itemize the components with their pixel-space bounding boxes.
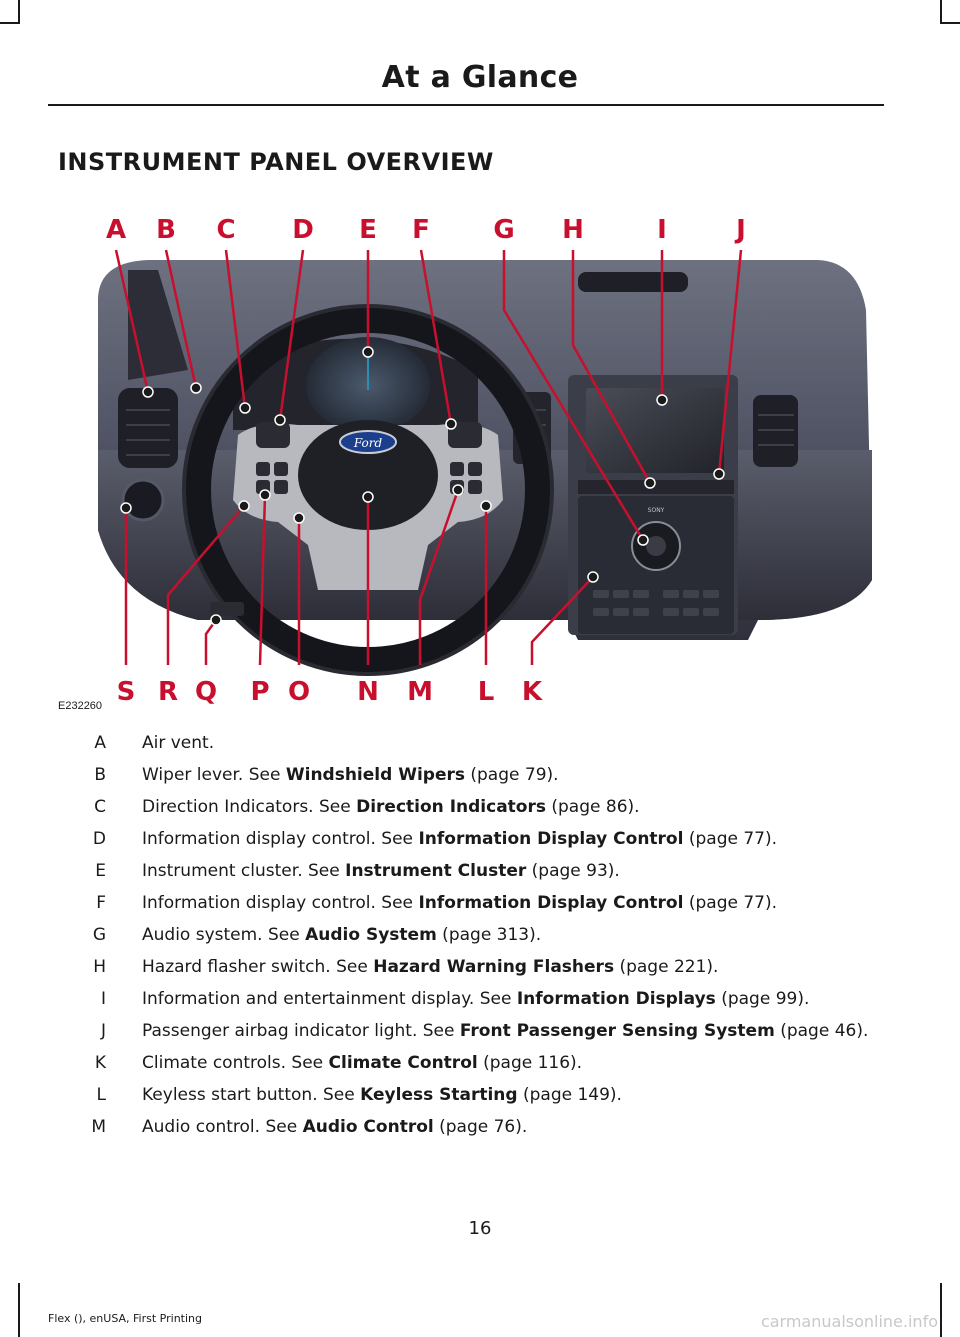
- legend-row: [58, 1084, 884, 1106]
- radio-brand: SONY: [647, 507, 665, 514]
- legend-row: [58, 828, 884, 850]
- legend-text: Keyless start button. See: [142, 1085, 361, 1105]
- callout-e: E: [359, 215, 377, 245]
- legend-ref[interactable]: Audio System: [305, 925, 437, 945]
- legend-text: Direction Indicators. See: [142, 797, 357, 817]
- legend-page: (page 99).: [715, 989, 810, 1009]
- legend-page: (page 86).: [545, 797, 640, 817]
- legend-ref[interactable]: Front Passenger Sensing System: [459, 1021, 775, 1041]
- callout-m: M: [407, 677, 433, 707]
- stack-strip: [578, 480, 734, 494]
- legend-ref[interactable]: Hazard Warning Flashers: [373, 957, 615, 977]
- callout-j: J: [736, 215, 746, 245]
- legend-letter: A: [94, 733, 106, 753]
- legend-ref[interactable]: Audio Control: [302, 1117, 434, 1137]
- legend-text: Passenger airbag indicator light. See: [142, 1021, 460, 1041]
- legend-page: (page 77).: [683, 829, 778, 849]
- legend-row: [58, 732, 884, 754]
- legend-letter: L: [96, 1085, 106, 1105]
- callout-p: P: [250, 677, 270, 707]
- legend-text: Audio control. See: [142, 1117, 303, 1137]
- callout-d: D: [292, 215, 314, 245]
- legend-ref[interactable]: Information Display Control: [418, 893, 684, 913]
- touch-screen: [586, 388, 724, 473]
- legend-text: Instrument cluster. See: [142, 861, 346, 881]
- legend-page: (page 79).: [464, 765, 559, 785]
- legend-letter: E: [95, 861, 106, 881]
- legend-list: [58, 732, 884, 1148]
- callout-c: C: [216, 215, 236, 245]
- callout-k: K: [521, 677, 543, 707]
- legend-row: [58, 924, 884, 946]
- legend-page: (page 46).: [774, 1021, 869, 1041]
- footer-text: Flex (), enUSA, First Printing: [48, 1312, 202, 1325]
- legend-letter: B: [94, 765, 106, 785]
- callout-g: G: [493, 215, 515, 245]
- legend-text: Wiper lever. See: [142, 765, 286, 785]
- legend-letter: F: [96, 893, 106, 913]
- defrost-slot: [578, 272, 688, 292]
- legend-letter: G: [92, 925, 106, 945]
- legend-page: (page 149).: [517, 1085, 622, 1105]
- callout-o: O: [287, 677, 311, 707]
- legend-row: [58, 1020, 884, 1042]
- legend-row: [58, 892, 884, 914]
- crop-mark: [940, 22, 960, 24]
- hood-release: [210, 602, 244, 616]
- instrument-panel-figure: [58, 200, 904, 720]
- legend-letter: D: [92, 829, 106, 849]
- figure-code: E232260: [58, 700, 103, 712]
- callout-b: B: [156, 215, 176, 245]
- legend-ref[interactable]: Climate Control: [328, 1053, 478, 1073]
- legend-page: (page 313).: [436, 925, 542, 945]
- legend-page: (page 221).: [614, 957, 719, 977]
- legend-text: Information and entertainment display. See: [142, 989, 517, 1009]
- legend-ref[interactable]: Keyless Starting: [360, 1085, 518, 1105]
- legend-row: [58, 956, 884, 978]
- page-header-title: At a Glance: [381, 60, 579, 95]
- legend-page: (page 76).: [433, 1117, 528, 1137]
- watermark: carmanualsonline.info: [760, 1312, 938, 1331]
- legend-ref[interactable]: Information Displays: [516, 989, 716, 1009]
- legend-row: [58, 988, 884, 1010]
- header-divider: [48, 104, 884, 106]
- legend-row: [58, 764, 884, 786]
- crop-mark: [940, 1283, 942, 1337]
- legend-page: (page 77).: [683, 893, 778, 913]
- headlamp-switch: [123, 480, 163, 520]
- callout-q: Q: [194, 677, 218, 707]
- callout-i: I: [657, 215, 667, 245]
- section-title: INSTRUMENT PANEL OVERVIEW: [58, 148, 494, 176]
- legend-row: [58, 860, 884, 882]
- legend-text: Information display control. See: [142, 829, 419, 849]
- legend-letter: C: [94, 797, 106, 817]
- crop-mark: [940, 0, 942, 24]
- callout-h: H: [562, 215, 584, 245]
- callout-r: R: [157, 677, 179, 707]
- crop-mark: [18, 1283, 20, 1337]
- legend-letter: J: [100, 1021, 106, 1041]
- legend-row: [58, 1052, 884, 1074]
- ford-badge-text: Ford: [353, 436, 383, 450]
- legend-letter: M: [91, 1117, 106, 1137]
- callout-a: A: [105, 215, 127, 245]
- callout-n: N: [357, 677, 379, 707]
- legend-letter: I: [100, 989, 106, 1009]
- instrument-panel-illustration: [58, 200, 904, 720]
- legend-letter: K: [94, 1053, 106, 1073]
- legend-ref[interactable]: Information Display Control: [418, 829, 684, 849]
- legend-text: Air vent.: [142, 733, 215, 753]
- legend-ref[interactable]: Windshield Wipers: [285, 765, 465, 785]
- callout-l: L: [477, 677, 495, 707]
- legend-ref[interactable]: Instrument Cluster: [345, 861, 527, 881]
- crop-mark: [0, 22, 20, 24]
- legend-row: [58, 1116, 884, 1138]
- legend-page: (page 93).: [526, 861, 620, 881]
- legend-page: (page 116).: [477, 1053, 583, 1073]
- legend-text: Hazard flasher switch. See: [142, 957, 374, 977]
- page-number: 16: [468, 1218, 492, 1239]
- legend-row: [58, 796, 884, 818]
- legend-letter: H: [93, 957, 106, 977]
- legend-text: Information display control. See: [142, 893, 419, 913]
- legend-text: Climate controls. See: [142, 1053, 329, 1073]
- legend-text: Audio system. See: [142, 925, 306, 945]
- callout-s: S: [116, 677, 136, 707]
- callout-f: F: [412, 215, 430, 245]
- crop-mark: [18, 0, 20, 24]
- legend-ref[interactable]: Direction Indicators: [356, 797, 546, 817]
